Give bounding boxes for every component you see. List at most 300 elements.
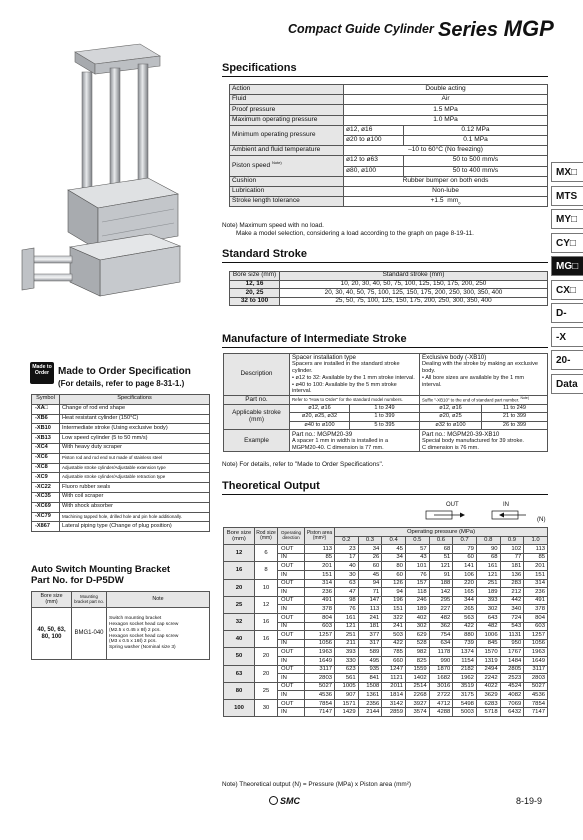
output-value-cell: 422 — [382, 639, 406, 648]
output-value-cell: 603 — [524, 622, 548, 631]
made-to-order-title: Made to Order Specification — [58, 366, 191, 377]
output-value-cell: 251 — [335, 631, 359, 640]
side-tab[interactable]: Data — [551, 374, 583, 394]
pressure-header: 0.8 — [476, 536, 500, 545]
output-value-cell: 841 — [358, 674, 382, 683]
out-in-direction-diagram — [420, 500, 548, 524]
output-value-cell: 136 — [500, 570, 524, 579]
output-value-cell: 1006 — [476, 631, 500, 640]
mto-row — [32, 483, 210, 493]
output-value-cell: 3927 — [405, 699, 429, 708]
intermediate-note: Note) For details, refer to "Made to Order Specifications". — [222, 461, 384, 468]
output-value-cell: 17 — [335, 553, 359, 562]
mto-spec: Adjustable stroke cylinder/Adjustable extension type — [60, 463, 210, 473]
mto-symbol: -XB10 — [32, 424, 60, 434]
output-value-cell: 80 — [382, 562, 406, 571]
output-value-cell: 101 — [405, 562, 429, 571]
piston-area-cell: 4536 — [305, 691, 335, 700]
piston-area-cell: 201 — [305, 562, 335, 571]
output-row — [224, 631, 548, 640]
output-value-cell: 30 — [335, 570, 359, 579]
output-value-cell: 1319 — [476, 656, 500, 665]
output-value-cell: 982 — [405, 648, 429, 657]
direction-cell: OUT — [278, 579, 305, 588]
output-value-cell: 60 — [382, 570, 406, 579]
output-value-cell: 2011 — [382, 682, 406, 691]
output-value-cell: 1374 — [453, 648, 477, 657]
specifications-table: Action Double acting Fluid Air Proof pressure 1.5 MPa Maximum operating pressure 1.0 MPa Minimum operating pressure ø12, ø16 0.12 MPa ø20 to ø100 0.1 MPa Ambient and fluid temperature –10 to 60°C (No freezing) Piston speed $^{Note)}$ ø12 to ø63 50 to 500 mm/s ø80, ø100 50 to 400 mm/s Cushion Rubber bumper on both ends Lubrication Non-lube Stroke length tolerance +1.5 $mm_0$ — [229, 84, 548, 207]
specifications-title: Specifications — [222, 62, 297, 74]
rod-cell: 20 — [255, 665, 278, 682]
pressure-header: 0.6 — [429, 536, 453, 545]
output-row — [224, 562, 548, 571]
side-tab[interactable]: MY□ — [551, 209, 583, 229]
output-value-cell: 68 — [429, 545, 453, 554]
output-value-cell: 60 — [358, 562, 382, 571]
output-value-cell: 1767 — [500, 648, 524, 657]
mto-spec: Machining tapped hole, drilled hole and pin hole additionally. — [60, 512, 210, 522]
piston-area-cell: 113 — [305, 545, 335, 554]
output-value-cell: 393 — [476, 596, 500, 605]
output-value-cell: 241 — [382, 622, 406, 631]
piston-area-cell: 1649 — [305, 656, 335, 665]
output-value-cell: 1247 — [382, 665, 406, 674]
pressure-header: 0.9 — [500, 536, 524, 545]
output-value-cell: 2268 — [405, 691, 429, 700]
output-value-cell: 442 — [500, 596, 524, 605]
piston-area-cell: 236 — [305, 588, 335, 597]
direction-cell: IN — [278, 588, 305, 597]
piston-area-cell: 804 — [305, 613, 335, 622]
rod-cell: 25 — [255, 682, 278, 699]
output-value-cell: 5003 — [453, 708, 477, 717]
output-value-cell: 482 — [429, 613, 453, 622]
piston-area-cell: 491 — [305, 596, 335, 605]
output-value-cell: 1361 — [358, 691, 382, 700]
output-value-cell: 528 — [405, 639, 429, 648]
output-value-cell: 71 — [358, 588, 382, 597]
output-value-cell: 76 — [335, 605, 359, 614]
mto-row — [32, 473, 210, 483]
direction-cell: OUT — [278, 545, 305, 554]
mto-symbol: -X867 — [32, 522, 60, 532]
output-value-cell: 1682 — [429, 674, 453, 683]
side-tab[interactable]: -X — [551, 327, 583, 347]
output-value-cell: 2144 — [358, 708, 382, 717]
direction-cell: IN — [278, 553, 305, 562]
output-value-cell: 157 — [405, 579, 429, 588]
direction-cell: IN — [278, 622, 305, 631]
output-value-cell: 251 — [476, 579, 500, 588]
output-value-cell: 7854 — [524, 699, 548, 708]
output-value-cell: 151 — [524, 570, 548, 579]
output-row — [224, 579, 548, 588]
rod-cell: 16 — [255, 613, 278, 630]
output-value-cell: 4536 — [524, 691, 548, 700]
mto-symbol: -XC69 — [32, 502, 60, 512]
output-value-cell: 43 — [405, 553, 429, 562]
output-value-cell: 151 — [382, 605, 406, 614]
output-value-cell: 561 — [335, 674, 359, 683]
mount-note-line: (M3 x 0.5 x 16ℓ) 2 pcs. — [109, 639, 157, 645]
direction-cell: OUT — [278, 631, 305, 640]
output-value-cell: 34 — [358, 545, 382, 554]
output-value-cell: 113 — [358, 605, 382, 614]
output-value-cell: 804 — [524, 613, 548, 622]
output-value-cell: 724 — [500, 613, 524, 622]
output-value-cell: 302 — [405, 622, 429, 631]
mount-note-line: (M2.5 x 0.45 x 8ℓ) 2 pcs. — [109, 627, 161, 633]
smc-logo: SMC — [269, 796, 300, 806]
rod-cell: 6 — [255, 545, 278, 562]
output-value-cell: 3142 — [382, 699, 406, 708]
direction-cell: IN — [278, 639, 305, 648]
output-value-cell: 241 — [358, 613, 382, 622]
direction-cell: IN — [278, 674, 305, 683]
output-value-cell: 236 — [524, 588, 548, 597]
output-value-cell: 880 — [453, 631, 477, 640]
output-value-cell: 623 — [335, 665, 359, 674]
output-value-cell: 2805 — [500, 665, 524, 674]
output-value-cell: 94 — [358, 579, 382, 588]
direction-cell: OUT — [278, 596, 305, 605]
piston-area-cell: 1056 — [305, 639, 335, 648]
output-value-cell: 1056 — [524, 639, 548, 648]
output-value-cell: 2803 — [524, 674, 548, 683]
output-value-cell: 196 — [382, 596, 406, 605]
output-value-cell: 378 — [524, 605, 548, 614]
output-value-cell: 330 — [335, 656, 359, 665]
output-value-cell: 7069 — [500, 699, 524, 708]
output-value-cell: 1571 — [335, 699, 359, 708]
output-value-cell: 1402 — [405, 674, 429, 683]
bore-cell: 16 — [224, 562, 255, 579]
bore-cell: 25 — [224, 596, 255, 613]
output-value-cell: 57 — [405, 545, 429, 554]
output-value-cell: 495 — [358, 656, 382, 665]
pressure-header: 0.2 — [335, 536, 359, 545]
output-value-cell: 4022 — [476, 682, 500, 691]
mto-spec: Intermediate stroke (Using exclusive body) — [60, 424, 210, 434]
output-value-cell: 344 — [453, 596, 477, 605]
side-tab[interactable]: CY□ — [551, 233, 583, 253]
output-value-cell: 5027 — [524, 682, 548, 691]
rod-cell: 20 — [255, 648, 278, 665]
made-to-order-subtitle: (For details, refer to page 8-31-1.) — [58, 379, 185, 388]
side-tab[interactable]: CX□ — [551, 280, 583, 300]
output-value-cell: 2494 — [476, 665, 500, 674]
unit-label: (N) — [537, 516, 546, 523]
piston-area-cell: 603 — [305, 622, 335, 631]
mto-row — [32, 522, 210, 532]
intermediate-stroke-table: Description Spacer installation type Spacers are installed in the standard stroke cylinder. • ø12 to 32: Available by the 1 mm stroke interval. • ø40 to 100: Available by the 5 mm stroke interval. Exclusive body (-XB10) Dealing with the stroke by making an exclusive body. • All bore sizes are available by the 1 mm interval. Part no. Refer to "How to Order" for the standard model numbers. Suffix "-XB10" to the end of standard part number. $^{Note)}$ Applicable stroke (mm) ø12, ø16 1 to 249 ø12, ø16 11 to 249 ø20, ø25, ø32 1 to 399 ø20, ø25 21 to 399 ø40 to ø100 5 to 395 ø32 to ø100 26 to 399 Example Part no.: MGPM20-39 A spacer 1 mm in width is installed in a MGPM20-40. C dimension is 77 mm. Part no.: MGPM20-39-XB10 Special body manufactured for 39 stroke. C dimension is 76 mm. — [223, 353, 548, 452]
output-value-cell: 377 — [358, 631, 382, 640]
output-value-cell: 1005 — [335, 682, 359, 691]
output-value-cell: 6432 — [500, 708, 524, 717]
output-value-cell: 393 — [335, 648, 359, 657]
output-value-cell: 90 — [476, 545, 500, 554]
output-value-cell: 362 — [429, 622, 453, 631]
pressure-header: 1.0 — [524, 536, 548, 545]
rod-cell: 10 — [255, 579, 278, 596]
bore-cell: 63 — [224, 665, 255, 682]
output-value-cell: 227 — [429, 605, 453, 614]
mount-note-line: Switch mounting bracket — [109, 615, 162, 621]
output-value-cell: 340 — [500, 605, 524, 614]
output-row — [224, 699, 548, 708]
direction-cell: IN — [278, 605, 305, 614]
output-value-cell: 643 — [476, 613, 500, 622]
mto-symbol: -XA□ — [32, 404, 60, 414]
output-value-cell: 3117 — [524, 665, 548, 674]
output-value-cell: 302 — [476, 605, 500, 614]
output-value-cell: 422 — [453, 622, 477, 631]
output-value-cell: 126 — [382, 579, 406, 588]
direction-cell: OUT — [278, 699, 305, 708]
mto-spec: Low speed cylinder (5 to 50 mm/s) — [60, 434, 210, 444]
output-value-cell: 1429 — [335, 708, 359, 717]
piston-area-cell: 3117 — [305, 665, 335, 674]
output-value-cell: 121 — [335, 622, 359, 631]
side-tab[interactable]: MX□ — [551, 162, 583, 182]
output-value-cell: 79 — [453, 545, 477, 554]
mto-row — [32, 434, 210, 444]
output-value-cell: 45 — [382, 545, 406, 554]
output-value-cell: 4082 — [500, 691, 524, 700]
standard-stroke-title: Standard Stroke — [222, 248, 307, 260]
mto-symbol: -XC35 — [32, 492, 60, 502]
output-value-cell: 990 — [429, 656, 453, 665]
direction-cell: IN — [278, 708, 305, 717]
mto-symbol: -XC9 — [32, 473, 60, 483]
bore-cell: 32 — [224, 613, 255, 630]
catalog-category: Compact Guide Cylinder — [288, 22, 434, 36]
rod-cell: 8 — [255, 562, 278, 579]
series-title — [438, 16, 554, 42]
direction-cell: OUT — [278, 682, 305, 691]
mto-spec: Change of rod end shape — [60, 404, 210, 414]
output-value-cell: 212 — [500, 588, 524, 597]
output-value-cell: 660 — [382, 656, 406, 665]
bore-cell: 40 — [224, 631, 255, 648]
output-value-cell: 314 — [524, 579, 548, 588]
rod-cell: 16 — [255, 631, 278, 648]
pressure-header: 0.4 — [382, 536, 406, 545]
side-tab[interactable]: 20- — [551, 350, 583, 370]
output-value-cell: 121 — [429, 562, 453, 571]
bore-cell: 50 — [224, 648, 255, 665]
output-value-cell: 211 — [335, 639, 359, 648]
side-tab[interactable]: D- — [551, 303, 583, 323]
output-value-cell: 26 — [358, 553, 382, 562]
direction-cell: IN — [278, 656, 305, 665]
output-value-cell: 295 — [429, 596, 453, 605]
output-value-cell: 2859 — [382, 708, 406, 717]
output-value-cell: 3016 — [429, 682, 453, 691]
output-value-cell: 1963 — [524, 648, 548, 657]
piston-area-cell: 1257 — [305, 631, 335, 640]
output-value-cell: 181 — [500, 562, 524, 571]
made-to-order-badge: Made to Order — [30, 362, 54, 384]
theoretical-note: Note) Theoretical output (N) = Pressure (MPa) x Piston area (mm²) — [222, 781, 411, 788]
output-value-cell: 113 — [524, 545, 548, 554]
output-value-cell: 91 — [429, 570, 453, 579]
output-value-cell: 68 — [476, 553, 500, 562]
output-value-cell: 98 — [335, 596, 359, 605]
bore-cell: 20 — [224, 579, 255, 596]
direction-cell: OUT — [278, 562, 305, 571]
mto-symbol: -XC22 — [32, 483, 60, 493]
bore-cell: 80 — [224, 682, 255, 699]
output-row — [224, 648, 548, 657]
mto-row — [32, 512, 210, 522]
output-value-cell: 825 — [405, 656, 429, 665]
piston-area-cell: 7147 — [305, 708, 335, 717]
output-value-cell: 1178 — [429, 648, 453, 657]
output-value-cell: 1649 — [524, 656, 548, 665]
output-value-cell: 1257 — [524, 631, 548, 640]
output-value-cell: 77 — [500, 553, 524, 562]
pressure-header: 0.3 — [358, 536, 382, 545]
output-value-cell: 34 — [382, 553, 406, 562]
piston-area-cell: 1963 — [305, 648, 335, 657]
piston-area-cell: 2803 — [305, 674, 335, 683]
output-value-cell: 1962 — [453, 674, 477, 683]
spec-note: Note) Maximum speed with no load. Make a model selection, considering a load according to the graph on page 8-19-11. — [222, 222, 474, 237]
standard-stroke-table: Bore size (mm) Standard stroke (mm) 12, 16 10, 20, 30, 40, 50, 75, 100, 125, 150, 175, 200, 250 20, 25 20, 30, 40, 50, 75, 100, 125, 150, 175, 200, 250, 300, 350, 400 32 to 100 25, 50, 75, 100, 125, 150, 175, 200, 250, 300, 350, 400 — [229, 271, 548, 306]
output-value-cell: 322 — [382, 613, 406, 622]
output-row — [224, 682, 548, 691]
output-value-cell: 317 — [358, 639, 382, 648]
mto-row — [32, 502, 210, 512]
mto-spec: Lateral piping type (Change of plug position) — [60, 522, 210, 532]
direction-cell: OUT — [278, 648, 305, 657]
output-value-cell: 188 — [429, 579, 453, 588]
output-value-cell: 181 — [358, 622, 382, 631]
output-value-cell: 3175 — [453, 691, 477, 700]
output-value-cell: 85 — [524, 553, 548, 562]
direction-cell: IN — [278, 691, 305, 700]
output-value-cell: 283 — [500, 579, 524, 588]
piston-area-cell: 314 — [305, 579, 335, 588]
mto-row — [32, 492, 210, 502]
mto-row — [32, 404, 210, 414]
output-value-cell: 2523 — [500, 674, 524, 683]
direction-cell: IN — [278, 570, 305, 579]
mto-spec: With heavy duty scraper — [60, 443, 210, 453]
output-value-cell: 45 — [358, 570, 382, 579]
mount-note-line: Hexagon socket head cap screw — [109, 621, 179, 627]
mto-spec: Adjustable stroke cylinder/Adjustable retraction type — [60, 473, 210, 483]
output-value-cell: 51 — [429, 553, 453, 562]
mount-note-line: Hexagon socket head cap screw — [109, 633, 179, 639]
mounting-bracket-table: Bore size (mm) Mounting bracket part no. Note 40, 50, 63, 80, 100 BMG1-040 Switch mounting bracket Hexagon socket head cap screw (M2.5 x 0.45 x 8ℓ) 2 pcs. Hexagon socket head cap screw (M3 x 0.5 x 16ℓ) 2 pcs. Spring washer (Nominal size 3) — [31, 591, 210, 660]
output-value-cell: 1131 — [500, 631, 524, 640]
output-value-cell: 161 — [335, 613, 359, 622]
mto-symbol: -XC79 — [32, 512, 60, 522]
theoretical-output-table: Bore size (mm) Rod size (mm) Operating direction Piston area (mm²) Operating pressure (MPa) 0.2 0.3 0.4 0.5 0.6 0.7 0.8 0.9 1.0 12 6 OUT 113 23 34 45 57 68 79 90 102 113 IN 85 17 26 34 43 51 60 68 77 85 16 8 OUT 201 40 60 80 101 121 141 161 181 201 IN 151 30 45 60 76 91 106 121 136 151 20 10 OUT 314 63 94 126 157 188 220 251 283 314 IN 236 47 71 94 118 142 165 189 212 236 25 12 OUT 491 98 147 196 246 295 344 393 442 491 IN 378 76 113 151 189 227 265 302 340 378 32 16 OUT 804 161 241 322 402 482 563 643 724 804 IN 603 121 181 241 302 362 422 482 543 603 40 16 OUT 1257 251 377 503 629 754 880 1006 1131 1257 IN 1056 211 317 422 528 634 739 845 950 1056 50 20 OUT 1963 393 589 785 982 1178 1374 1570 1767 1963 IN 1649 330 495 660 825 990 1154 1319 1484 1649 63 20 OUT 3117 623 935 1247 1559 1870 2182 2494 2805 3117 IN 2803 561 841 1121 1402 1682 1962 2242 2523 2803 80 25 OUT 5027 1005 1508 2011 2514 3016 3519 4022 4524 5027 IN 4536 907 1361 1814 2268 2722 3175 3629 4082 4536 100 30 OUT 7854 1571 2356 3142 3927 4712 5498 6283 7069 7854 IN 7147 1429 2144 2859 3574 4288 5003 5718 6432 7147 — [223, 527, 548, 717]
intermediate-stroke-title: Manufacture of Intermediate Stroke — [222, 333, 407, 345]
output-value-cell: 147 — [358, 596, 382, 605]
output-value-cell: 2242 — [476, 674, 500, 683]
rod-cell: 12 — [255, 596, 278, 613]
output-value-cell: 47 — [335, 588, 359, 597]
pressure-header: 0.5 — [405, 536, 429, 545]
output-value-cell: 845 — [476, 639, 500, 648]
output-value-cell: 102 — [500, 545, 524, 554]
output-value-cell: 950 — [500, 639, 524, 648]
mto-spec: With coil scraper — [60, 492, 210, 502]
cylinder-product-illustration — [20, 42, 210, 317]
mto-symbol: -XC6 — [32, 453, 60, 463]
output-value-cell: 503 — [382, 631, 406, 640]
output-value-cell: 1559 — [405, 665, 429, 674]
mto-row — [32, 463, 210, 473]
output-value-cell: 491 — [524, 596, 548, 605]
mto-symbol: -XB13 — [32, 434, 60, 444]
output-row — [224, 596, 548, 605]
mto-spec: Fluoro rubber seals — [60, 483, 210, 493]
mto-row — [32, 453, 210, 463]
side-tab[interactable]: MG□ — [551, 256, 583, 276]
output-value-cell: 121 — [476, 570, 500, 579]
output-value-cell: 246 — [405, 596, 429, 605]
bore-cell: 100 — [224, 699, 255, 716]
side-tab[interactable]: MTS — [551, 186, 583, 206]
mto-spec: Piston rod and rod end nut made of stainless steel — [60, 453, 210, 463]
output-value-cell: 3629 — [476, 691, 500, 700]
output-value-cell: 482 — [476, 622, 500, 631]
output-value-cell: 402 — [405, 613, 429, 622]
mto-spec: Heat resistant cylinder (150°C) — [60, 414, 210, 424]
mto-spec: With shock absorber — [60, 502, 210, 512]
title-rule — [222, 76, 548, 77]
series-prefix: Series — [438, 19, 499, 41]
output-value-cell: 6283 — [476, 699, 500, 708]
mto-symbol: -XC8 — [32, 463, 60, 473]
in-label: IN — [503, 502, 509, 508]
output-value-cell: 3574 — [405, 708, 429, 717]
output-value-cell: 118 — [405, 588, 429, 597]
output-value-cell: 754 — [429, 631, 453, 640]
output-value-cell: 5718 — [476, 708, 500, 717]
piston-area-cell: 378 — [305, 605, 335, 614]
mto-symbol: -XB6 — [32, 414, 60, 424]
output-value-cell: 201 — [524, 562, 548, 571]
output-value-cell: 785 — [382, 648, 406, 657]
output-value-cell: 563 — [453, 613, 477, 622]
page-number: 8-19-9 — [516, 796, 543, 806]
out-label: OUT — [446, 502, 459, 508]
output-value-cell: 1570 — [476, 648, 500, 657]
rod-cell: 30 — [255, 699, 278, 716]
output-value-cell: 589 — [358, 648, 382, 657]
output-value-cell: 94 — [382, 588, 406, 597]
output-value-cell: 189 — [405, 605, 429, 614]
output-row — [224, 665, 548, 674]
piston-area-cell: 5027 — [305, 682, 335, 691]
output-value-cell: 2182 — [453, 665, 477, 674]
output-value-cell: 220 — [453, 579, 477, 588]
made-to-order-table: Symbol Specifications -XA□ Change of rod end shape -XB6 Heat resistant cylinder (150°C) -XB10 Intermediate stroke (Using exclusive body) -XB13 Low speed cylinder (5 to 50 mm/s) -XC4 With heavy duty scraper -XC6 Piston rod and rod end nut made of stainless steel -XC8 Adjustable stroke cylinder/Adjustable extension type -XC9 Adjustable stroke cylinder/Adjustable retraction type -XC22 Fluoro rubber seals -XC35 With coil scraper -XC69 With shock absorber -XC79 Machining tapped hole, drilled hole and pin hole additionally. -X867 Lateral piping type (Change of plug position) — [31, 394, 210, 532]
output-value-cell: 161 — [476, 562, 500, 571]
output-row — [224, 613, 548, 622]
output-value-cell: 1870 — [429, 665, 453, 674]
output-value-cell: 634 — [429, 639, 453, 648]
output-value-cell: 2356 — [358, 699, 382, 708]
output-value-cell: 60 — [453, 553, 477, 562]
mto-row — [32, 443, 210, 453]
